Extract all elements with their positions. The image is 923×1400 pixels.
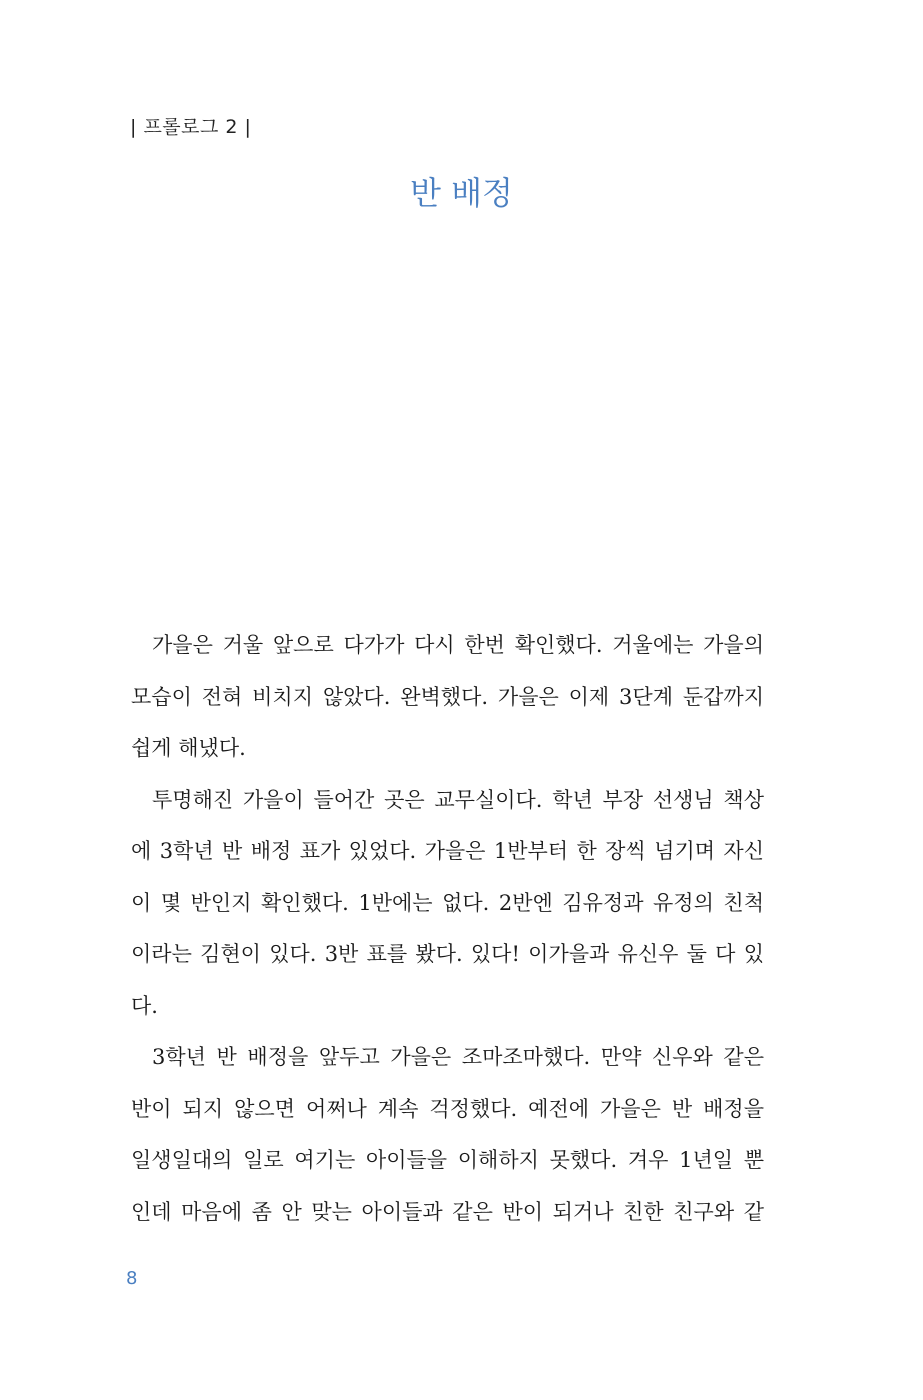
text-line: 반이 되지 않으면 어쩌나 계속 걱정했다. 예전에 가을은 반 배정을 [131,1096,764,1121]
text-line: 다. [131,993,158,1018]
text-line: 인데 마음에 좀 안 맞는 아이들과 같은 반이 되거나 친한 친구와 같 [131,1199,764,1224]
text-line: 에 3학년 반 배정 표가 있었다. 가을은 1반부터 한 장씩 넘기며 자신 [131,839,764,863]
text-line: 일생일대의 일로 여기는 아이들을 이해하지 못했다. 겨우 1년일 뿐 [131,1148,764,1172]
chapter-title: 반 배정 [410,174,513,212]
text-line: 이라는 김현이 있다. 3반 표를 봤다. 있다! 이가을과 유신우 둘 다 있 [131,942,764,966]
text-line: 이 몇 반인지 확인했다. 1반에는 없다. 2반엔 김유정과 유정의 친척 [131,890,764,915]
body-text [131,620,764,1238]
paragraph [131,620,764,775]
page-number: 8 [126,1268,138,1289]
text-line: 3학년 반 배정을 앞두고 가을은 조마조마했다. 만약 신우와 같은 [152,1045,764,1069]
text-line: 모습이 전혀 비치지 않았다. 완벽했다. 가을은 이제 3단계 둔갑까지 [131,684,764,709]
text-line: 쉽게 해냈다. [131,736,246,760]
chapter-label: | 프롤로그 2 | [130,116,252,138]
text-line: 투명해진 가을이 들어간 곳은 교무실이다. 학년 부장 선생님 책상 [152,787,764,812]
paragraph [131,775,764,1033]
paragraph [131,1032,764,1238]
text-line: 가을은 거울 앞으로 다가가 다시 한번 확인했다. 거울에는 가을의 [152,633,764,657]
